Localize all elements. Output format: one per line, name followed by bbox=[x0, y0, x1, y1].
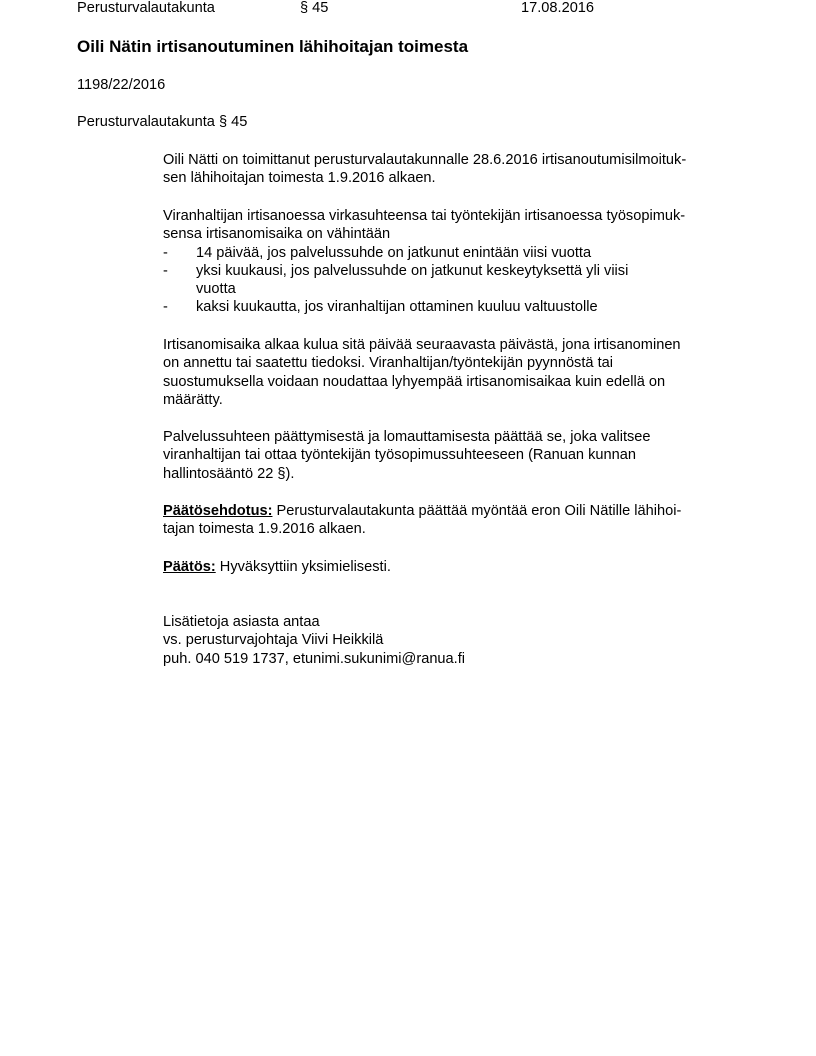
text-line: viranhaltijan tai ottaa työntekijän työsopimussuhteeseen (Ranuan kunnan bbox=[163, 447, 636, 464]
text-line: sen lähihoitajan toimesta 1.9.2016 alkaen. bbox=[163, 170, 436, 187]
text-line: on annettu tai saatettu tiedoksi. Viranhaltijan/työntekijän pyynnöstä tai bbox=[163, 355, 613, 372]
text-line: hallintosääntö 22 §). bbox=[163, 465, 295, 482]
proposal-text: Perusturvalautakunta päättää myöntää eron Oili Nätille lähihoi- bbox=[272, 503, 682, 519]
text-line: yksi kuukausi, jos palvelussuhde on jatkunut keskeytyksettä yli viisi bbox=[196, 262, 629, 279]
list-item bbox=[163, 298, 685, 316]
text-line: Irtisanomisaika alkaa kulua sitä päivää seuraavasta päivästä, jona irtisanominen bbox=[163, 337, 681, 353]
dash-bullet: - bbox=[163, 299, 168, 316]
decision-label: Päätös: bbox=[163, 559, 216, 575]
dash-bullet: - bbox=[163, 262, 168, 279]
paragraph-authority bbox=[163, 428, 651, 483]
text-line: vuotta bbox=[196, 281, 236, 298]
text-line: Palvelussuhteen päättymisestä ja lomauttamisesta päättää se, joka valitsee bbox=[163, 429, 651, 445]
decision-text: Hyväksyttiin yksimielisesti. bbox=[215, 559, 391, 575]
list-item bbox=[163, 262, 685, 299]
proposal-label: Päätösehdotus: bbox=[163, 503, 273, 519]
text-line: määrätty. bbox=[163, 391, 223, 408]
header-section: § 45 bbox=[300, 0, 329, 16]
text-line: sensa irtisanomisaika on vähintään bbox=[163, 226, 391, 243]
record-number: 1198/22/2016 bbox=[77, 77, 166, 93]
paragraph-notice-period bbox=[163, 207, 685, 317]
contact-line: puh. 040 519 1737, etunimi.sukunimi@ranua.fi bbox=[163, 650, 466, 667]
text-line: 14 päivää, jos palvelussuhde on jatkunut enintään viisi vuotta bbox=[196, 244, 592, 261]
header-board: Perusturvalautakunta bbox=[77, 0, 215, 16]
list-item bbox=[163, 244, 685, 262]
text-line: suostumuksella voidaan noudattaa lyhyempää irtisanomisaikaa kuin edellä on bbox=[163, 373, 666, 390]
decision-proposal bbox=[163, 502, 681, 539]
document-title: Oili Nätin irtisanoutuminen lähihoitajan toimesta bbox=[77, 37, 469, 56]
proposal-text: tajan toimesta 1.9.2016 alkaen. bbox=[163, 521, 366, 538]
contact-line: vs. perusturvajohtaja Viivi Heikkilä bbox=[163, 632, 384, 649]
decision bbox=[163, 558, 391, 576]
paragraph-notice bbox=[163, 151, 686, 188]
dash-bullet: - bbox=[163, 244, 168, 261]
text-line: Viranhaltijan irtisanoessa virkasuhteensa tai työntekijän irtisanoessa työsopimuk- bbox=[163, 208, 686, 224]
contact-info bbox=[163, 613, 465, 668]
contact-line: Lisätietoja asiasta antaa bbox=[163, 614, 320, 630]
text-line: Oili Nätti on toimittanut perusturvalautakunnalle 28.6.2016 irtisanoutumisilmoituk- bbox=[163, 152, 687, 168]
header-date: 17.08.2016 bbox=[521, 0, 595, 16]
text-line: kaksi kuukautta, jos viranhaltijan ottaminen kuuluu valtuustolle bbox=[196, 299, 598, 316]
paragraph-notice-start bbox=[163, 336, 681, 409]
board-section: Perusturvalautakunta § 45 bbox=[77, 114, 248, 130]
